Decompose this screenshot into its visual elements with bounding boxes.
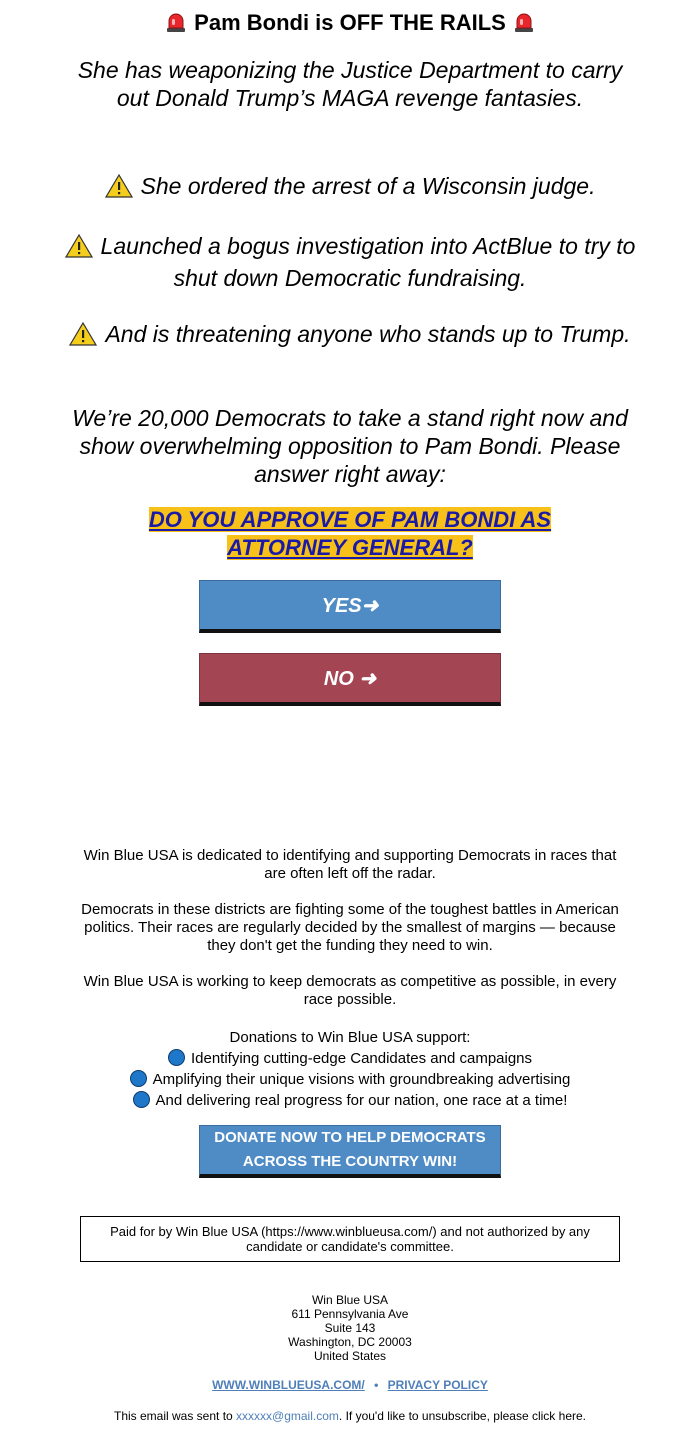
headline-text: Pam Bondi is OFF THE RAILS bbox=[194, 10, 506, 35]
yes-button[interactable]: YES➜ bbox=[199, 580, 501, 633]
street: 611 Pennsylvania Ave bbox=[291, 1307, 409, 1321]
siren-icon bbox=[164, 11, 188, 41]
point-text: And is threatening anyone who stands up to Trump. bbox=[105, 321, 631, 347]
about-paragraph: Democrats in these districts are fighting some of the toughest battles in American politics. Their races are regularly decided by the smallest of margins — because they don't get the funding they need to win. bbox=[81, 901, 619, 954]
footer-links bbox=[0, 1378, 700, 1392]
headline bbox=[0, 8, 700, 41]
about-paragraph: Win Blue USA is dedicated to identifying and supporting Democrats in races that are often left off the radar. bbox=[83, 847, 617, 882]
unsubscribe-text[interactable]: . If you'd like to unsubscribe, please click here. bbox=[338, 1409, 586, 1423]
suite: Suite 143 bbox=[324, 1321, 376, 1335]
link-separator: • bbox=[374, 1378, 379, 1392]
point-text: She ordered the arrest of a Wisconsin judge. bbox=[140, 173, 596, 199]
warning-icon bbox=[69, 322, 97, 352]
point-text: Launched a bogus investigation into ActBlue to try to shut down Democratic fundraising. bbox=[100, 233, 636, 291]
mailing-address bbox=[200, 1293, 500, 1363]
intro-paragraph: She has weaponizing the Justice Department to carry out Donald Trump’s MAGA revenge fantasies. bbox=[77, 57, 623, 111]
list-item-text: Identifying cutting-edge Candidates and campaigns bbox=[190, 1050, 533, 1067]
poll-question-link[interactable]: DO YOU APPROVE OF PAM BONDI AS ATTORNEY GENERAL? bbox=[148, 507, 552, 560]
no-button[interactable]: NO ➜ bbox=[199, 653, 501, 706]
sent-to-prefix: This email was sent to bbox=[113, 1409, 237, 1423]
list-item bbox=[80, 1048, 620, 1069]
donations-heading: Donations to Win Blue USA support: bbox=[229, 1029, 471, 1046]
privacy-policy-link[interactable]: PRIVACY POLICY bbox=[387, 1378, 488, 1392]
list-item bbox=[80, 1090, 620, 1111]
recipient-email[interactable]: xxxxxx@gmail.com bbox=[236, 1409, 339, 1423]
city: Washington, DC 20003 bbox=[288, 1335, 412, 1349]
warning-icon bbox=[105, 174, 133, 204]
blue-circle-icon bbox=[133, 1091, 150, 1108]
list-item-text: Amplifying their unique visions with groundbreaking advertising bbox=[152, 1071, 571, 1088]
warning-icon bbox=[65, 234, 93, 264]
unsubscribe-notice bbox=[0, 1409, 700, 1423]
point-item bbox=[60, 232, 640, 292]
donate-button[interactable]: DONATE NOW TO HELP DEMOCRATS ACROSS THE COUNTRY WIN! bbox=[199, 1125, 501, 1178]
country: United States bbox=[313, 1349, 387, 1363]
blue-circle-icon bbox=[168, 1049, 185, 1066]
call-to-action: We’re 20,000 Democrats to take a stand right now and show overwhelming opposition to Pam Bondi. Please answer right away: bbox=[72, 405, 628, 487]
siren-icon bbox=[512, 11, 536, 41]
list-item bbox=[80, 1069, 620, 1090]
point-item bbox=[60, 172, 640, 204]
blue-circle-icon bbox=[130, 1070, 147, 1087]
about-paragraph: Win Blue USA is working to keep democrats as competitive as possible, in every race possible. bbox=[83, 973, 617, 1008]
website-link[interactable]: WWW.WINBLUEUSA.COM/ bbox=[212, 1378, 365, 1392]
poll-question bbox=[100, 506, 600, 562]
list-item-text: And delivering real progress for our nation, one race at a time! bbox=[155, 1092, 568, 1109]
point-item bbox=[60, 320, 640, 352]
org-name: Win Blue USA bbox=[311, 1293, 389, 1307]
paid-for-disclaimer: Paid for by Win Blue USA (https://www.winblueusa.com/) and not authorized by any candidate or candidate's committee. bbox=[80, 1216, 620, 1262]
donations-list bbox=[80, 1027, 620, 1111]
